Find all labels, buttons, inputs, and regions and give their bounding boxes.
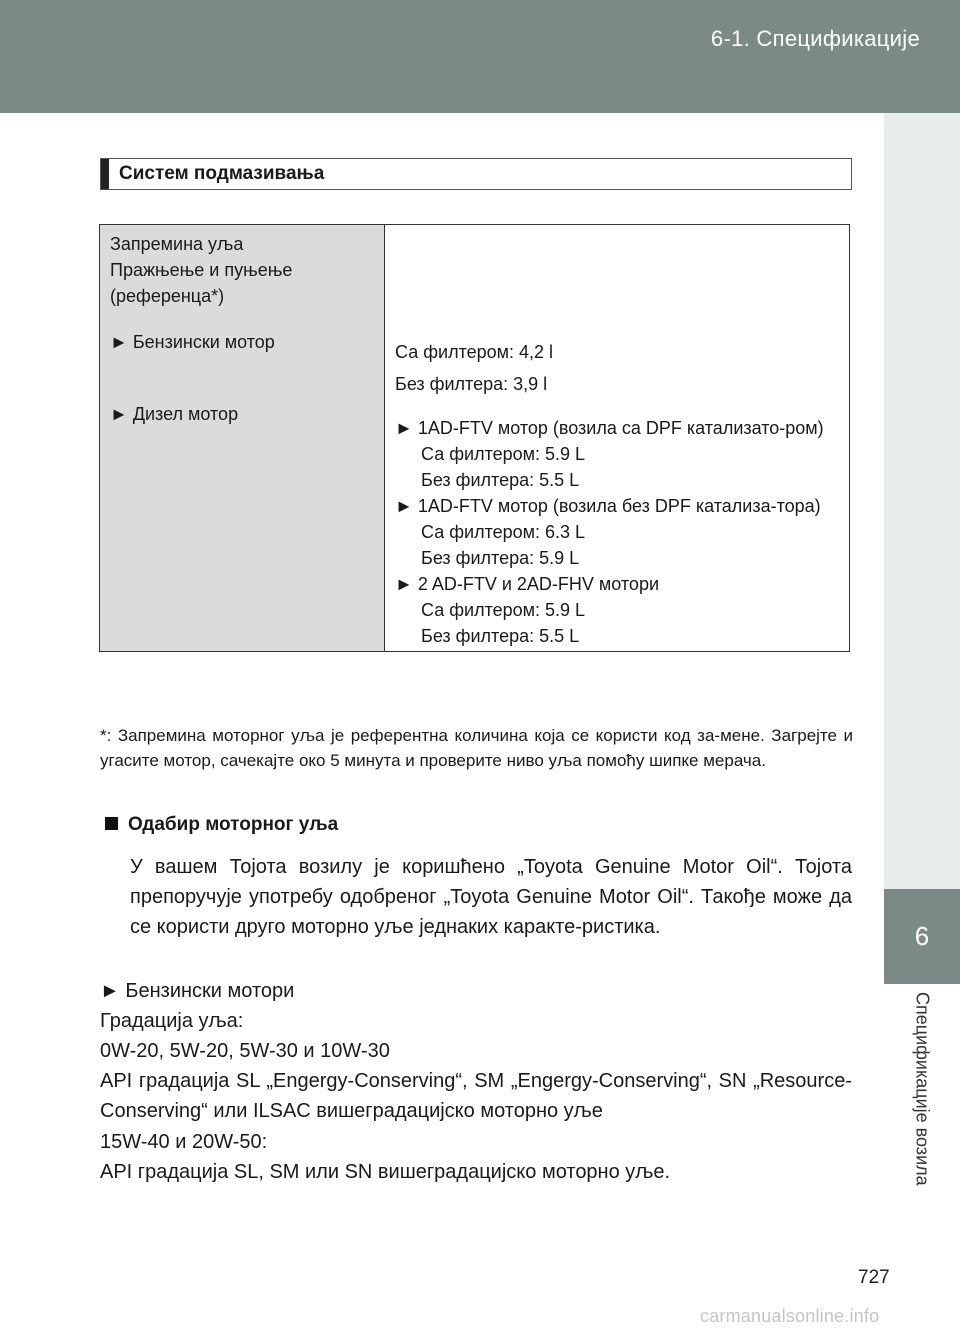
diesel-with-filter: Са филтером: 5.9 L — [421, 444, 586, 464]
diesel-without-filter: Без филтера: 5.5 L — [421, 626, 580, 646]
chapter-title: 6-1. Спецификације — [710, 26, 920, 51]
api-grade-text-2: API градација SL, SM или SN вишеградацијско моторно уље. — [100, 1161, 671, 1183]
subsection-title-text: Одабир моторног уља — [128, 814, 339, 835]
capacity-caption — [110, 231, 374, 309]
chapter-tab-number: 6 — [884, 889, 960, 984]
footnote-marker: *: — [100, 726, 112, 745]
header-band — [0, 0, 960, 113]
diesel-group-title: ► 1AD-FTV мотор (возила без DPF катализа-тора) — [395, 496, 821, 516]
caption-line: (референца*) — [110, 286, 225, 306]
gasoline-heading: ► Бензински мотори — [100, 980, 295, 1002]
gasoline-engine-label: ► Бензински мотор — [110, 332, 275, 352]
heavy-grade-block — [100, 1127, 860, 1187]
diesel-without-filter: Без филтера: 5.5 L — [421, 470, 580, 490]
gasoline-with-filter: Са филтером: 4,2 l — [395, 342, 554, 362]
footnote — [100, 723, 853, 773]
page-number: 727 — [858, 1267, 890, 1288]
diesel-with-filter: Са филтером: 5.9 L — [421, 600, 586, 620]
side-margin — [884, 113, 960, 889]
gasoline-oil-block — [100, 976, 860, 1126]
api-grade-text: API градација SL „Engergy-Conserving“, SM „Engergy-Conserving“, SN „Resource-Conserving“ или ILSAC вишеградацијско моторно уље — [100, 1070, 852, 1122]
gasoline-without-filter: Без филтера: 3,9 l — [395, 374, 548, 394]
diesel-group-title: ► 1AD-FTV мотор (возила са DPF катализато-ром) — [395, 418, 824, 438]
table-left-column — [100, 225, 385, 652]
diesel-group-title: ► 2 AD-FTV и 2AD-FHV мотори — [395, 574, 660, 594]
section-title-text: Систем подмазивања — [119, 163, 325, 184]
oil-capacity-table — [99, 224, 850, 652]
subsection-title — [105, 814, 338, 836]
grade-label: Градација уља: — [100, 1010, 244, 1032]
section-title — [100, 158, 852, 190]
watermark: carmanualsonline.info — [700, 1306, 880, 1326]
grade-values-2: 15W-40 и 20W-50: — [100, 1131, 268, 1153]
square-bullet-icon — [105, 817, 118, 830]
diesel-engine-label: ► Дизел мотор — [110, 404, 239, 424]
diesel-without-filter: Без филтера: 5.9 L — [421, 548, 580, 568]
table-right-column — [385, 225, 850, 652]
caption-line: Пражњење и пуњење — [110, 260, 293, 280]
chapter-tab-label-text: Спецификације возила — [912, 992, 933, 1186]
grade-values: 0W-20, 5W-20, 5W-30 и 10W-30 — [100, 1040, 390, 1062]
diesel-with-filter: Са филтером: 6.3 L — [421, 522, 586, 542]
footnote-text: Запремина моторног уља је референтна количина која се користи код за-мене. Загрејте и угасите мотор, сачекајте око 5 минута и проверите ниво уља помоћу шипке мерача. — [100, 726, 853, 770]
chapter-tab-label — [884, 984, 960, 1214]
caption-line: Запремина уља — [110, 234, 244, 254]
oil-selection-paragraph: У вашем Тојота возилу је коришћено „Toyota Genuine Motor Oil“. Тојота препоручује употребу одобреног „Toyota Genuine Motor Oil“. Такође може да се користи друго моторно уље једнаких каракте-ристика. — [130, 856, 852, 938]
section-title-bar — [101, 159, 109, 189]
